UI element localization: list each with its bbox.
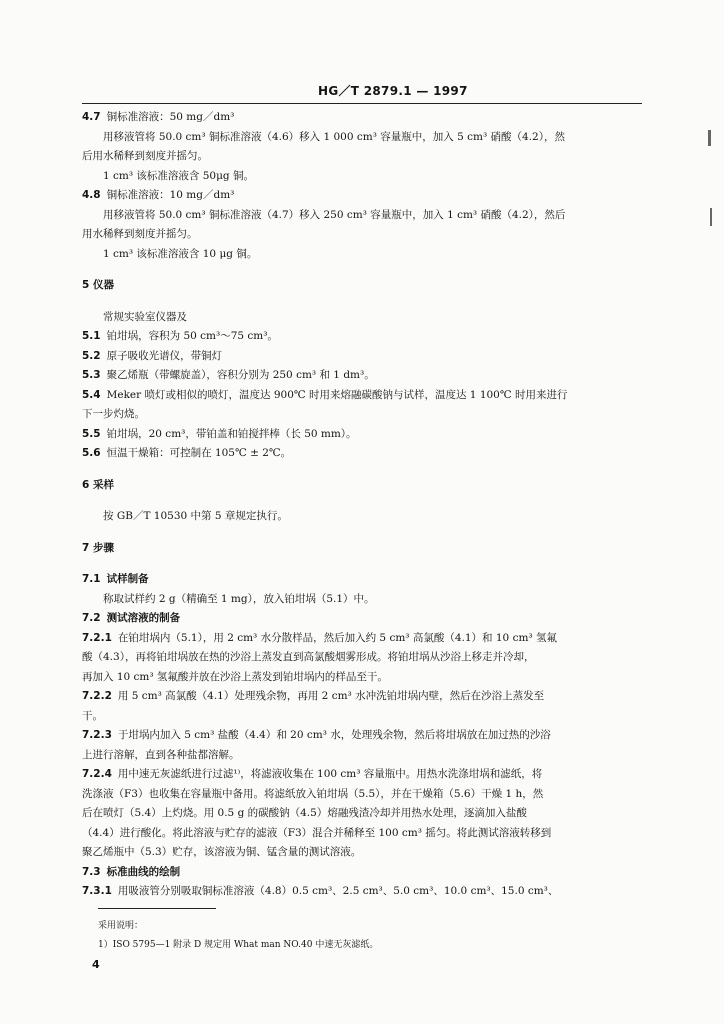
footnote-rule [98, 908, 216, 909]
clause-5-5: 5.5 铂坩埚，20 cm³，带铂盖和铂搅拌棒（长 50 mm）。 [82, 427, 357, 440]
clause-7-2-3-line1: 7.2.3 于坩埚内加入 5 cm³ 盐酸（4.4）和 20 cm³ 水，处理残余物，然后将坩埚放在加过热的沙浴 [82, 729, 551, 741]
clause-5-4-cont: 下一步灼烧。 [82, 408, 145, 420]
clause-7-2-2-line2: 干。 [82, 709, 103, 722]
clause-7-3-title: 7.3 标准曲线的绘制 [82, 865, 181, 878]
clause-7-2-1-line1: 7.2.1 在铂坩埚内（5.1），用 2 cm³ 水分散样品，然后加入约 5 cm³ 高氯酸（4.1）和 10 cm³ 氢氟 [82, 631, 557, 644]
footnote-text: 1）ISO 5795—1 附录 D 规定用 What man NO.40 中速无灰滤纸。 [98, 940, 379, 950]
page-number: 4 [92, 958, 100, 971]
clause-5-4: 5.4 Meker 喷灯或相似的喷灯，温度达 900℃ 时用来熔融碳酸钠与试样，温度达 1 100℃ 时用来进行 [82, 388, 568, 401]
clause-7-2-2-line1: 7.2.2 用 5 cm³ 高氯酸（4.1）处理残余物，再用 2 cm³ 水冲洗铂坩埚内壁，然后在沙浴上蒸发至 [82, 690, 545, 702]
clause-4-7-title: 4.7 铜标准溶液：50 mg／dm³ [82, 111, 235, 123]
clause-7-2-4-line5: 聚乙烯瓶中（5.3）贮存，该溶液为铜、锰含量的测试溶液。 [82, 846, 362, 858]
clause-4-8-line2: 用水稀释到刻度并摇匀。 [82, 228, 198, 240]
section-6-text: 按 GB／T 10530 中第 5 章规定执行。 [103, 510, 288, 522]
clause-7-2-4-line4: （4.4）进行酸化。将此溶液与贮存的滤液（F3）混合并稀释至 100 cm³ 摇匀。将此测试溶液转移到 [82, 826, 552, 839]
clause-7-1-text: 称取试样约 2 g（精确至 1 mg），放入铂坩埚（5.1）中。 [103, 592, 375, 605]
clause-7-2-4-line1: 7.2.4 用中速无灰滤纸进行过滤¹⁾，将滤液收集在 100 cm³ 容量瓶中。用热水洗涤坩埚和滤纸，将 [82, 768, 543, 780]
clause-5-3: 5.3 聚乙烯瓶（带螺旋盖），容积分别为 250 cm³ 和 1 dm³。 [82, 369, 375, 381]
section-5-intro: 常规实验室仪器及 [103, 310, 187, 323]
clause-5-1: 5.1 铂坩埚，容积为 50 cm³～75 cm³。 [82, 330, 278, 342]
section-5-heading: 5 仪器 [82, 279, 114, 291]
clause-5-6: 5.6 恒温干燥箱：可控制在 105℃ ± 2℃。 [82, 447, 292, 459]
clause-7-2-3-line2: 上进行溶解，直到各种盐都溶解。 [82, 748, 240, 761]
page-body [82, 108, 642, 902]
clause-7-1-title: 7.1 试样制备 [82, 573, 149, 585]
clause-5-2: 5.2 原子吸收光谱仪，带铜灯 [82, 349, 223, 362]
scan-mark-mid [710, 208, 712, 226]
clause-4-7-line2: 后用水稀释到刻度并摇匀。 [82, 150, 208, 162]
clause-7-3-1-line1: 7.3.1 用吸液管分别吸取铜标准溶液（4.8）0.5 cm³、2.5 cm³、5.0 cm³、10.0 cm³、15.0 cm³、 [82, 885, 559, 897]
clause-4-8-line1: 用移液管将 50.0 cm³ 铜标准溶液（4.7）移入 250 cm³ 容量瓶中，加入 1 cm³ 硝酸（4.2），然后 [103, 208, 566, 221]
footnote [98, 917, 638, 955]
clause-4-8-title: 4.8 铜标准溶液：10 mg／dm³ [82, 189, 235, 201]
footnote-title: 采用说明： [98, 921, 144, 931]
scan-mark-top [708, 130, 711, 146]
clause-7-2-title: 7.2 测试溶液的制备 [82, 612, 181, 624]
clause-4-8-line3: 1 cm³ 该标准溶液含 10 μg 铜。 [103, 247, 258, 260]
clause-7-2-4-line3: 后在喷灯（5.4）上灼烧。用 0.5 g 的碳酸钠（4.5）熔融残渣冷却并用热水处理，逐滴加入盐酸 [82, 807, 527, 819]
clause-7-2-4-line2: 洗涤液（F3）也收集在容量瓶中备用。将滤纸放入铂坩埚（5.5），并在干燥箱（5.6）干燥 1 h，然 [82, 787, 544, 800]
header-rule [82, 103, 642, 104]
section-7-heading: 7 步骤 [82, 541, 114, 554]
document-code-header: HG／T 2879.1 — 1997 [318, 84, 468, 98]
section-6-heading: 6 采样 [82, 478, 114, 491]
clause-7-2-1-line2: 酸（4.3），再将铂坩埚放在热的沙浴上蒸发直到高氯酸烟雾形成。将铂坩埚从沙浴上移走并冷却， [82, 651, 535, 663]
clause-4-7-line1: 用移液管将 50.0 cm³ 铜标准溶液（4.6）移入 1 000 cm³ 容量瓶中，加入 5 cm³ 硝酸（4.2），然 [103, 130, 565, 143]
clause-7-2-1-line3: 再加入 10 cm³ 氢氟酸并放在沙浴上蒸发到铂坩埚内的样品至干。 [82, 670, 388, 683]
clause-4-7-line3: 1 cm³ 该标准溶液含 50μg 铜。 [103, 169, 254, 182]
